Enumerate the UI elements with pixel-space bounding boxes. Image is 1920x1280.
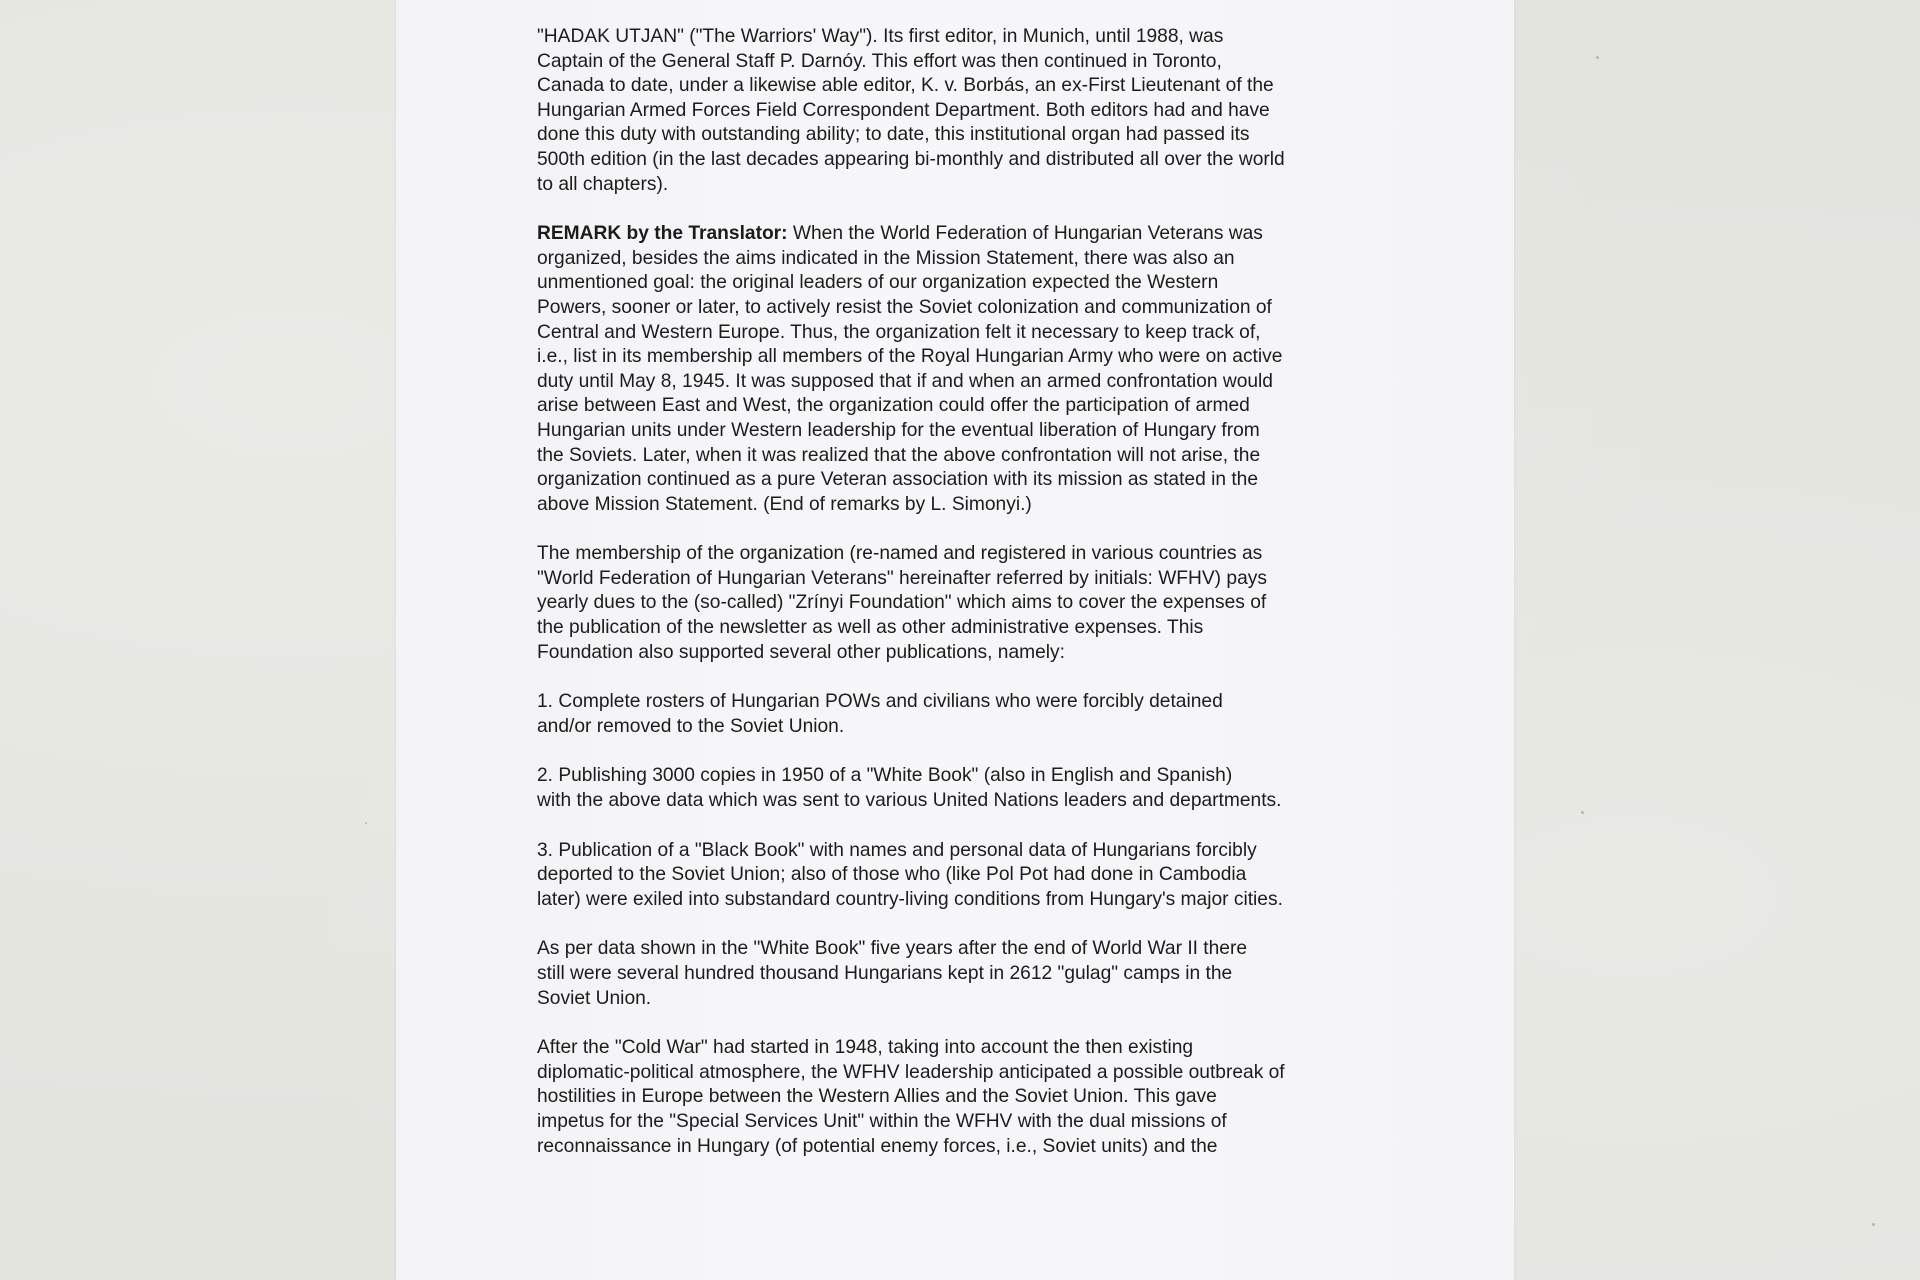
surface-speck (365, 822, 367, 824)
paragraph-membership: The membership of the organization (re-named and registered in various countries as "World Federation of Hungarian Veterans" hereinafter referred by initials: WFHV) pays yearly dues to the (so-called) "Zrínyi Foundation" which aims to cover the expenses of the publication of the newsletter as well as other administrative expenses. This Foundation also supported several other publications, namely: (537, 543, 1267, 663)
remark-label: REMARK by the Translator: (537, 223, 788, 245)
surface-speck (1872, 1223, 1875, 1226)
paragraph-hadak-utjan: "HADAK UTJAN" ("The Warriors' Way"). Its first editor, in Munich, until 1988, was Captain of the General Staff P. Darnóy. This effort was then continued in Toronto, Canada to date, under a likewise able editor, K. v. Borbás, an ex-First Lieutenant of the Hungarian Armed Forces Field Correspondent Department. Both editors had and have done this duty with outstanding ability; to date, this institutional organ had passed its 500th edition (in the last decades appearing bi-monthly and distributed all over the world to all chapters). (537, 26, 1285, 195)
list-item-white-book: 2. Publishing 3000 copies in 1950 of a "White Book" (also in English and Spanish) with the above data which was sent to various United Nations leaders and departments. (537, 765, 1282, 812)
paragraph-cold-war: After the "Cold War" had started in 1948, taking into account the then existing diplomatic-political atmosphere, the WFHV leadership anticipated a possible outbreak of hostilities in Europe between the Western Allies and the Soviet Union. This gave impetus for the "Special Services Unit" within the WFHV with the dual missions of reconnaissance in Hungary (of potential enemy forces, i.e., Soviet units) and the (537, 1037, 1285, 1157)
surface-speck (1581, 811, 1584, 814)
list-item-black-book: 3. Publication of a "Black Book" with names and personal data of Hungarians forcibly deported to the Soviet Union; also of those who (like Pol Pot had done in Cambodia later) were exiled into substandard country-living conditions from Hungary's major cities. (537, 839, 1283, 910)
document-page (396, 0, 1514, 1280)
surface-speck (1596, 56, 1599, 59)
paragraph-remark (537, 222, 1397, 517)
paragraph-gulag-camps: As per data shown in the "White Book" five years after the end of World War II there still were several hundred thousand Hungarians kept in 2612 "gulag" camps in the Soviet Union. (537, 938, 1248, 1009)
document-body (537, 25, 1397, 1184)
list-item-rosters: 1. Complete rosters of Hungarian POWs and civilians who were forcibly detained and/or removed to the Soviet Union. (537, 691, 1223, 737)
remark-text: When the World Federation of Hungarian Veterans was organized, besides the aims indicated in the Mission Statement, there was also an unmentioned goal: the original leaders of our organization expected the Western Powers, sooner or later, to actively resist the Soviet colonization and communization of Central and Western Europe. Thus, the organization felt it necessary to keep track of, i.e., list in its membership all members of the Royal Hungarian Army who were on active duty until May 8, 1945. It was supposed that if and when an armed confrontation would arise between East and West, the organization could offer the participation of armed Hungarian units under Western leadership for the eventual liberation of Hungary from the Soviets. Later, when it was realized that the above confrontation will not arise, the organization continued as a pure Veteran association with its mission as stated in the above Mission Statement. (End of remarks by L. Simonyi.) (537, 223, 1283, 515)
